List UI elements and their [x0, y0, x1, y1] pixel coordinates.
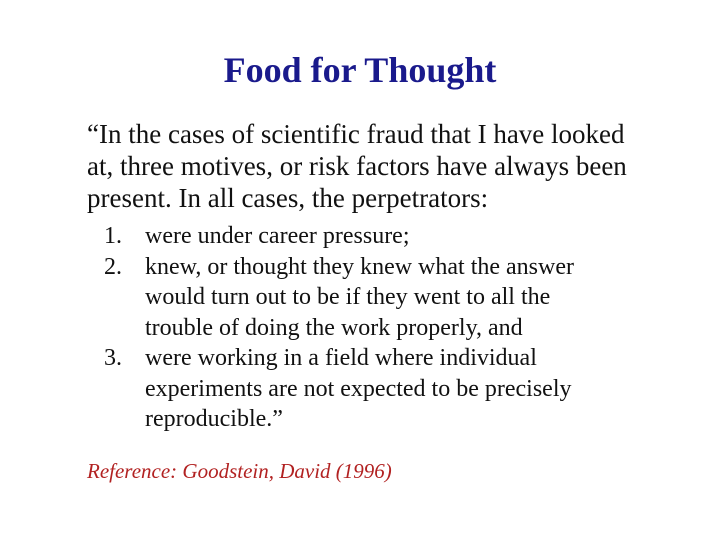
list-item [104, 343, 664, 435]
quote-line: “In the cases of scientific fraud that I have looked [87, 119, 625, 149]
list-item-line: knew, or thought they knew what the answer [145, 253, 574, 280]
list-item [104, 221, 664, 252]
perpetrator-factors-list [104, 221, 664, 435]
list-item-text [145, 252, 664, 344]
quote-paragraph [87, 118, 687, 214]
list-item-line: would turn out to be if they went to all the [145, 284, 551, 310]
list-item-number: 3. [104, 345, 122, 371]
quote-line: present. In all cases, the perpetrators: [87, 183, 489, 213]
list-item [104, 252, 664, 344]
reference-citation: Reference: Goodstein, David (1996) [87, 459, 392, 483]
list-item-number: 2. [104, 253, 122, 280]
list-item-line: trouble of doing the work properly, and [145, 314, 523, 341]
list-item-line: experiments are not expected to be precisely [145, 375, 572, 402]
list-item-text [145, 343, 664, 435]
list-item-line: reproducible.” [145, 406, 283, 432]
list-item-text [145, 221, 664, 252]
slide-title: Food for Thought [223, 50, 497, 90]
quote-line: at, three motives, or risk factors have always been [87, 151, 627, 181]
list-item-number: 1. [104, 223, 122, 249]
list-item-line: were under career pressure; [145, 223, 410, 249]
list-item-line: were working in a field where individual [145, 345, 537, 371]
